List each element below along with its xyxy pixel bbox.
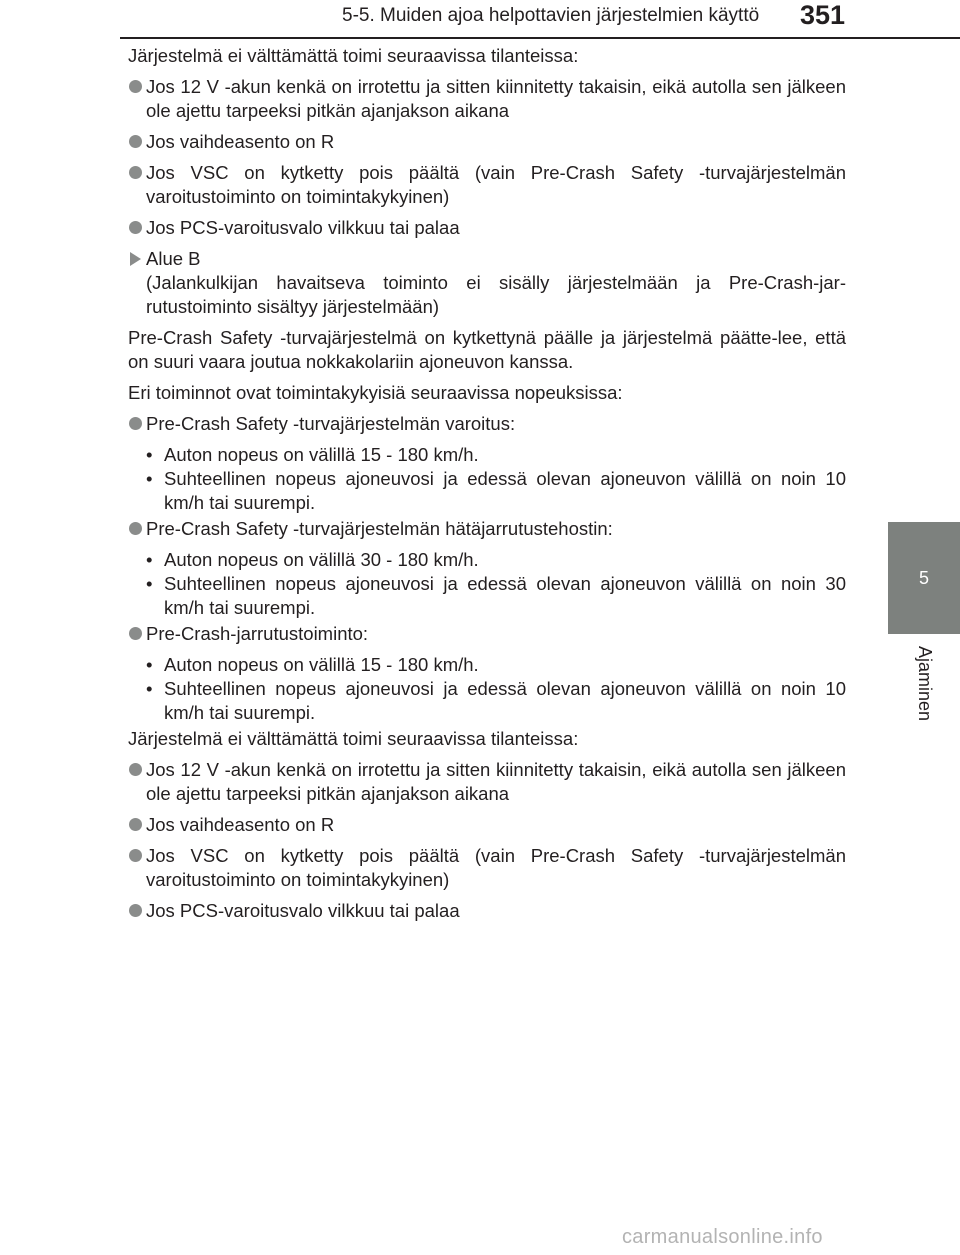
section-heading-alue-b: Alue B (Jalankulkijan havaitseva toiminto ei sisälly järjestelmään ja Pre-Crash-jar-rutustoiminto sisältyy järjestelmään) — [128, 247, 846, 319]
sub-list — [146, 653, 846, 725]
sub-list-item: • Auton nopeus on välillä 30 - 180 km/h. — [146, 548, 846, 572]
header-rule — [120, 37, 960, 39]
list-item: Jos vaihdeasento on R — [128, 130, 846, 154]
sub-list — [146, 548, 846, 620]
chapter-label: Ajaminen — [915, 646, 935, 722]
sub-list-item: • Suhteellinen nopeus ajoneuvosi ja edessä olevan ajoneuvon välillä on noin 10 km/h tai suurempi. — [146, 677, 846, 725]
condition-list — [128, 75, 846, 240]
condition-list — [128, 758, 846, 923]
intro-text: Järjestelmä ei välttämättä toimi seuraavissa tilanteissa: — [128, 45, 579, 66]
list-item: Pre-Crash Safety -turvajärjestelmän hätäjarrutustehostin: — [128, 517, 846, 541]
sub-list-item: • Suhteellinen nopeus ajoneuvosi ja edessä olevan ajoneuvon välillä on noin 30 km/h tai suurempi. — [146, 572, 846, 620]
list-item: Pre-Crash Safety -turvajärjestelmän varoitus: — [128, 412, 846, 436]
sub-list-item: • Suhteellinen nopeus ajoneuvosi ja edessä olevan ajoneuvon välillä on noin 10 km/h tai suurempi. — [146, 467, 846, 515]
list-item: Jos VSC on kytketty pois päältä (vain Pre-Crash Safety -turvajärjestelmän varoitustoiminto on toimintakykyinen) — [128, 161, 846, 209]
speed-list — [128, 412, 846, 725]
watermark: carmanualsonline.info — [622, 1226, 823, 1248]
body-paragraph: Pre-Crash Safety -turvajärjestelmä on kytkettynä päälle ja järjestelmä päätte-lee, että on suuri vaara joutua nokkakolariin ajoneuvon kanssa. — [128, 327, 846, 372]
chapter-tab — [888, 522, 960, 634]
list-item: Jos vaihdeasento on R — [128, 813, 846, 837]
sub-list-item: • Auton nopeus on välillä 15 - 180 km/h. — [146, 443, 846, 467]
intro-text: Järjestelmä ei välttämättä toimi seuraavissa tilanteissa: — [128, 728, 579, 749]
list-item: Jos 12 V -akun kenkä on irrotettu ja sitten kiinnitetty takaisin, eikä autolla sen jälkeen ole ajettu tarpeeksi pitkän ajanjakson aikana — [128, 758, 846, 806]
list-item: Pre-Crash-jarrutustoiminto: — [128, 622, 846, 646]
page-number: 351 — [800, 0, 846, 30]
body-paragraph: Eri toiminnot ovat toimintakykyisiä seuraavissa nopeuksissa: — [128, 382, 623, 403]
header-title: 5-5. Muiden ajoa helpottavien järjestelmien käyttö — [342, 5, 760, 26]
list-item: Jos PCS-varoitusvalo vilkkuu tai palaa — [128, 899, 846, 923]
list-item: Jos 12 V -akun kenkä on irrotettu ja sitten kiinnitetty takaisin, eikä autolla sen jälkeen ole ajettu tarpeeksi pitkän ajanjakson aikana — [128, 75, 846, 123]
page-content — [128, 44, 846, 930]
sub-list — [146, 443, 846, 515]
list-item: Jos PCS-varoitusvalo vilkkuu tai palaa — [128, 216, 846, 240]
sub-list-item: • Auton nopeus on välillä 15 - 180 km/h. — [146, 653, 846, 677]
chapter-number: 5 — [918, 568, 929, 588]
list-item: Jos VSC on kytketty pois päältä (vain Pre-Crash Safety -turvajärjestelmän varoitustoiminto on toimintakykyinen) — [128, 844, 846, 892]
